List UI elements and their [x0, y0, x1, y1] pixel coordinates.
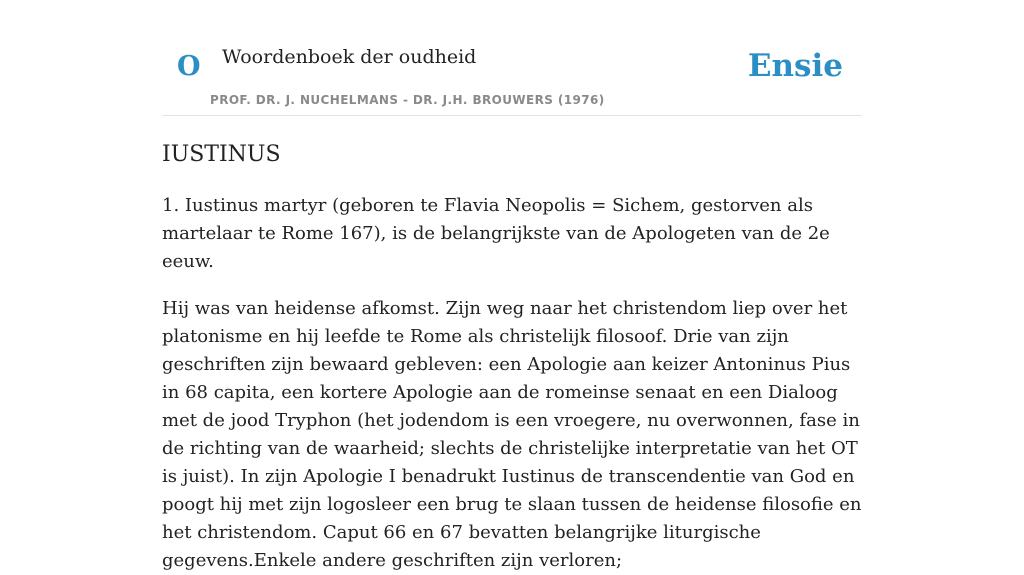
- entry-paragraph: Hij was van heidense afkomst. Zijn weg naar het christendom liep over het platonisme en hij leefde te Rome als christelijk filosoof. Drie van zijn geschriften zijn bewaard gebleven: een Apologie aan keizer Antoninus Pius in 68 capita, een kortere Apologie aan de romeinse senaat en een Dialoog met de jood Tryphon (het jodendom is een vroegere, nu overwonnen, fase in de richting van de waarheid; slechts de christelijke interpretatie van het OT is juist). In zijn Apologie I benadrukt Iustinus de transcendentie van God en poogt hij met zijn logosleer een brug te slaan tussen de heidense filosofie en het christendom. Caput 66 en 67 bevatten belangrijke liturgische gegevens.Enkele andere geschriften zijn verloren;: [162, 298, 862, 571]
- book-title-link[interactable]: Woordenboek der oudheid: [222, 46, 477, 68]
- entry-title: IUSTINUS: [162, 142, 281, 167]
- page-header: [162, 0, 862, 116]
- entry-paragraph: 1. Iustinus martyr (geboren te Flavia Neopolis = Sichem, gestorven als martelaar te Rome 167), is de belangrijkste van de Apologeten van de 2e eeuw.: [162, 195, 830, 272]
- index-letter-link[interactable]: O: [177, 51, 201, 82]
- entry-content: [162, 138, 862, 575]
- book-authors: PROF. DR. J. NUCHELMANS - DR. J.H. BROUWERS (1976): [210, 93, 605, 107]
- ensie-logo-link[interactable]: Ensie: [747, 48, 843, 84]
